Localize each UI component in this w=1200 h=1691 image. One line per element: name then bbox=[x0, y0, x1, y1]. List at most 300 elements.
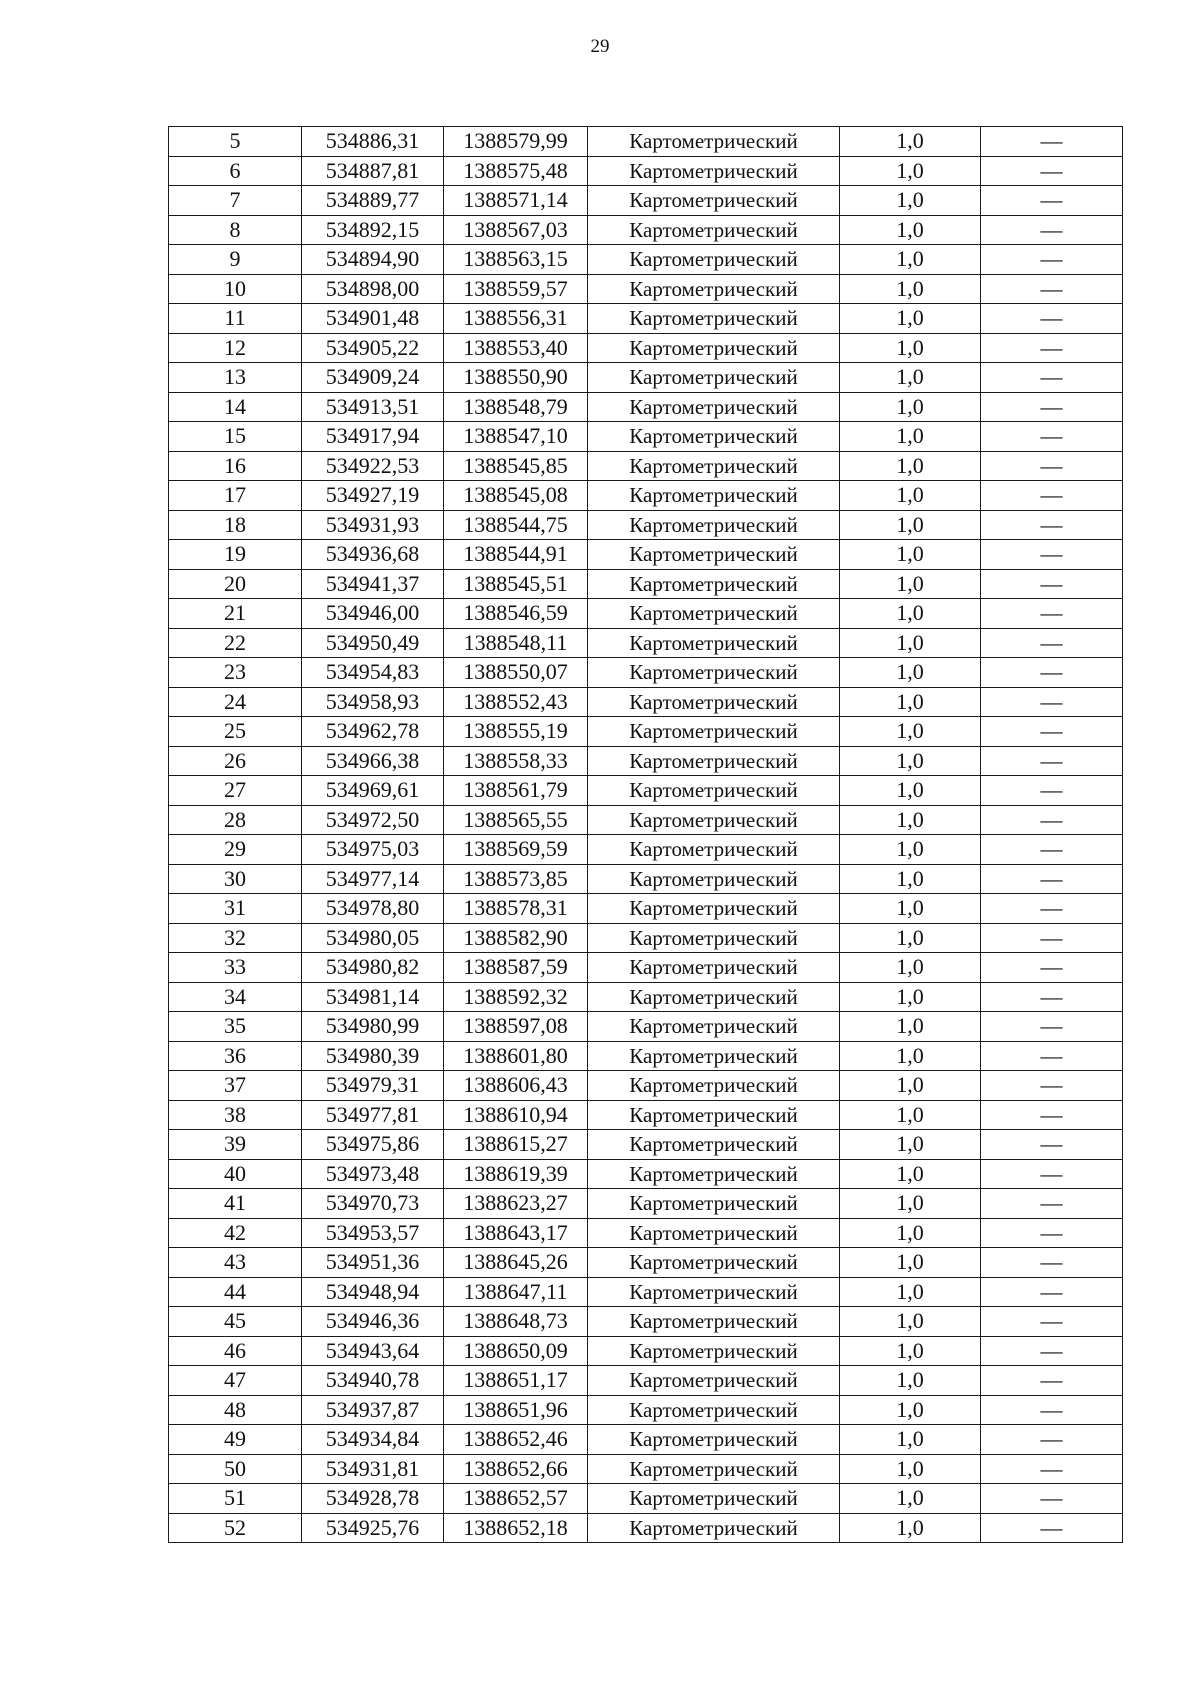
method-cell: Картометрический bbox=[588, 1218, 840, 1248]
point-number-cell: 44 bbox=[169, 1277, 302, 1307]
point-number-cell: 28 bbox=[169, 805, 302, 835]
table-row bbox=[169, 953, 1123, 983]
y-coordinate-cell: 1388652,57 bbox=[444, 1484, 588, 1514]
accuracy-cell: 1,0 bbox=[840, 392, 981, 422]
point-number-cell: 39 bbox=[169, 1130, 302, 1160]
description-cell: — bbox=[981, 569, 1123, 599]
method-cell: Картометрический bbox=[588, 451, 840, 481]
accuracy-cell: 1,0 bbox=[840, 894, 981, 924]
description-cell: — bbox=[981, 1248, 1123, 1278]
description-cell: — bbox=[981, 1071, 1123, 1101]
point-number-cell: 11 bbox=[169, 304, 302, 334]
x-coordinate-cell: 534922,53 bbox=[302, 451, 444, 481]
description-cell: — bbox=[981, 1307, 1123, 1337]
method-cell: Картометрический bbox=[588, 628, 840, 658]
point-number-cell: 23 bbox=[169, 658, 302, 688]
method-cell: Картометрический bbox=[588, 245, 840, 275]
method-cell: Картометрический bbox=[588, 894, 840, 924]
table-row bbox=[169, 333, 1123, 363]
description-cell: — bbox=[981, 392, 1123, 422]
y-coordinate-cell: 1388558,33 bbox=[444, 746, 588, 776]
table-row bbox=[169, 864, 1123, 894]
table-row bbox=[169, 540, 1123, 570]
method-cell: Картометрический bbox=[588, 1395, 840, 1425]
point-number-cell: 34 bbox=[169, 982, 302, 1012]
description-cell: — bbox=[981, 864, 1123, 894]
point-number-cell: 14 bbox=[169, 392, 302, 422]
x-coordinate-cell: 534925,76 bbox=[302, 1513, 444, 1543]
table-row bbox=[169, 1336, 1123, 1366]
y-coordinate-cell: 1388650,09 bbox=[444, 1336, 588, 1366]
y-coordinate-cell: 1388651,17 bbox=[444, 1366, 588, 1396]
accuracy-cell: 1,0 bbox=[840, 1100, 981, 1130]
point-number-cell: 12 bbox=[169, 333, 302, 363]
accuracy-cell: 1,0 bbox=[840, 658, 981, 688]
method-cell: Картометрический bbox=[588, 1130, 840, 1160]
accuracy-cell: 1,0 bbox=[840, 805, 981, 835]
method-cell: Картометрический bbox=[588, 982, 840, 1012]
method-cell: Картометрический bbox=[588, 1484, 840, 1514]
coordinates-table bbox=[168, 126, 1123, 1543]
point-number-cell: 13 bbox=[169, 363, 302, 393]
accuracy-cell: 1,0 bbox=[840, 1012, 981, 1042]
y-coordinate-cell: 1388582,90 bbox=[444, 923, 588, 953]
x-coordinate-cell: 534937,87 bbox=[302, 1395, 444, 1425]
accuracy-cell: 1,0 bbox=[840, 982, 981, 1012]
method-cell: Картометрический bbox=[588, 569, 840, 599]
method-cell: Картометрический bbox=[588, 422, 840, 452]
method-cell: Картометрический bbox=[588, 717, 840, 747]
table-row bbox=[169, 1366, 1123, 1396]
method-cell: Картометрический bbox=[588, 1366, 840, 1396]
x-coordinate-cell: 534973,48 bbox=[302, 1159, 444, 1189]
x-coordinate-cell: 534969,61 bbox=[302, 776, 444, 806]
description-cell: — bbox=[981, 186, 1123, 216]
method-cell: Картометрический bbox=[588, 687, 840, 717]
point-number-cell: 40 bbox=[169, 1159, 302, 1189]
x-coordinate-cell: 534917,94 bbox=[302, 422, 444, 452]
y-coordinate-cell: 1388571,14 bbox=[444, 186, 588, 216]
point-number-cell: 50 bbox=[169, 1454, 302, 1484]
y-coordinate-cell: 1388559,57 bbox=[444, 274, 588, 304]
description-cell: — bbox=[981, 1513, 1123, 1543]
description-cell: — bbox=[981, 510, 1123, 540]
x-coordinate-cell: 534943,64 bbox=[302, 1336, 444, 1366]
accuracy-cell: 1,0 bbox=[840, 422, 981, 452]
method-cell: Картометрический bbox=[588, 1277, 840, 1307]
x-coordinate-cell: 534966,38 bbox=[302, 746, 444, 776]
table-row bbox=[169, 717, 1123, 747]
table-row bbox=[169, 1454, 1123, 1484]
point-number-cell: 24 bbox=[169, 687, 302, 717]
point-number-cell: 8 bbox=[169, 215, 302, 245]
y-coordinate-cell: 1388550,07 bbox=[444, 658, 588, 688]
point-number-cell: 41 bbox=[169, 1189, 302, 1219]
table-row bbox=[169, 481, 1123, 511]
x-coordinate-cell: 534886,31 bbox=[302, 127, 444, 157]
method-cell: Картометрический bbox=[588, 599, 840, 629]
y-coordinate-cell: 1388573,85 bbox=[444, 864, 588, 894]
accuracy-cell: 1,0 bbox=[840, 1277, 981, 1307]
y-coordinate-cell: 1388544,91 bbox=[444, 540, 588, 570]
table-row bbox=[169, 687, 1123, 717]
y-coordinate-cell: 1388567,03 bbox=[444, 215, 588, 245]
y-coordinate-cell: 1388652,66 bbox=[444, 1454, 588, 1484]
x-coordinate-cell: 534934,84 bbox=[302, 1425, 444, 1455]
table-row bbox=[169, 1248, 1123, 1278]
accuracy-cell: 1,0 bbox=[840, 540, 981, 570]
method-cell: Картометрический bbox=[588, 481, 840, 511]
description-cell: — bbox=[981, 215, 1123, 245]
table-row bbox=[169, 1425, 1123, 1455]
y-coordinate-cell: 1388652,46 bbox=[444, 1425, 588, 1455]
point-number-cell: 20 bbox=[169, 569, 302, 599]
point-number-cell: 45 bbox=[169, 1307, 302, 1337]
x-coordinate-cell: 534941,37 bbox=[302, 569, 444, 599]
method-cell: Картометрический bbox=[588, 1248, 840, 1278]
accuracy-cell: 1,0 bbox=[840, 1307, 981, 1337]
x-coordinate-cell: 534927,19 bbox=[302, 481, 444, 511]
method-cell: Картометрический bbox=[588, 805, 840, 835]
accuracy-cell: 1,0 bbox=[840, 1159, 981, 1189]
method-cell: Картометрический bbox=[588, 363, 840, 393]
description-cell: — bbox=[981, 1012, 1123, 1042]
description-cell: — bbox=[981, 776, 1123, 806]
y-coordinate-cell: 1388645,26 bbox=[444, 1248, 588, 1278]
x-coordinate-cell: 534898,00 bbox=[302, 274, 444, 304]
table-row bbox=[169, 1307, 1123, 1337]
point-number-cell: 46 bbox=[169, 1336, 302, 1366]
method-cell: Картометрический bbox=[588, 215, 840, 245]
table-row bbox=[169, 392, 1123, 422]
accuracy-cell: 1,0 bbox=[840, 687, 981, 717]
point-number-cell: 25 bbox=[169, 717, 302, 747]
x-coordinate-cell: 534892,15 bbox=[302, 215, 444, 245]
point-number-cell: 47 bbox=[169, 1366, 302, 1396]
point-number-cell: 33 bbox=[169, 953, 302, 983]
accuracy-cell: 1,0 bbox=[840, 864, 981, 894]
table-row bbox=[169, 982, 1123, 1012]
method-cell: Картометрический bbox=[588, 392, 840, 422]
table-row bbox=[169, 245, 1123, 275]
table-row bbox=[169, 1130, 1123, 1160]
x-coordinate-cell: 534980,05 bbox=[302, 923, 444, 953]
y-coordinate-cell: 1388579,99 bbox=[444, 127, 588, 157]
y-coordinate-cell: 1388547,10 bbox=[444, 422, 588, 452]
accuracy-cell: 1,0 bbox=[840, 186, 981, 216]
point-number-cell: 16 bbox=[169, 451, 302, 481]
point-number-cell: 6 bbox=[169, 156, 302, 186]
method-cell: Картометрический bbox=[588, 333, 840, 363]
accuracy-cell: 1,0 bbox=[840, 1336, 981, 1366]
x-coordinate-cell: 534953,57 bbox=[302, 1218, 444, 1248]
table-row bbox=[169, 1012, 1123, 1042]
y-coordinate-cell: 1388569,59 bbox=[444, 835, 588, 865]
table-row bbox=[169, 923, 1123, 953]
table-row bbox=[169, 1071, 1123, 1101]
description-cell: — bbox=[981, 481, 1123, 511]
accuracy-cell: 1,0 bbox=[840, 245, 981, 275]
table-row bbox=[169, 510, 1123, 540]
description-cell: — bbox=[981, 1218, 1123, 1248]
accuracy-cell: 1,0 bbox=[840, 1218, 981, 1248]
point-number-cell: 38 bbox=[169, 1100, 302, 1130]
x-coordinate-cell: 534909,24 bbox=[302, 363, 444, 393]
table-row bbox=[169, 1100, 1123, 1130]
x-coordinate-cell: 534946,00 bbox=[302, 599, 444, 629]
description-cell: — bbox=[981, 599, 1123, 629]
accuracy-cell: 1,0 bbox=[840, 274, 981, 304]
y-coordinate-cell: 1388601,80 bbox=[444, 1041, 588, 1071]
method-cell: Картометрический bbox=[588, 1100, 840, 1130]
x-coordinate-cell: 534978,80 bbox=[302, 894, 444, 924]
table-row bbox=[169, 1395, 1123, 1425]
accuracy-cell: 1,0 bbox=[840, 717, 981, 747]
y-coordinate-cell: 1388647,11 bbox=[444, 1277, 588, 1307]
table-row bbox=[169, 1189, 1123, 1219]
description-cell: — bbox=[981, 658, 1123, 688]
y-coordinate-cell: 1388545,08 bbox=[444, 481, 588, 511]
method-cell: Картометрический bbox=[588, 1159, 840, 1189]
description-cell: — bbox=[981, 1189, 1123, 1219]
accuracy-cell: 1,0 bbox=[840, 1395, 981, 1425]
accuracy-cell: 1,0 bbox=[840, 156, 981, 186]
accuracy-cell: 1,0 bbox=[840, 481, 981, 511]
description-cell: — bbox=[981, 1041, 1123, 1071]
accuracy-cell: 1,0 bbox=[840, 363, 981, 393]
description-cell: — bbox=[981, 1395, 1123, 1425]
point-number-cell: 15 bbox=[169, 422, 302, 452]
y-coordinate-cell: 1388652,18 bbox=[444, 1513, 588, 1543]
description-cell: — bbox=[981, 1277, 1123, 1307]
description-cell: — bbox=[981, 1130, 1123, 1160]
accuracy-cell: 1,0 bbox=[840, 451, 981, 481]
description-cell: — bbox=[981, 333, 1123, 363]
description-cell: — bbox=[981, 923, 1123, 953]
point-number-cell: 17 bbox=[169, 481, 302, 511]
y-coordinate-cell: 1388587,59 bbox=[444, 953, 588, 983]
description-cell: — bbox=[981, 156, 1123, 186]
method-cell: Картометрический bbox=[588, 510, 840, 540]
x-coordinate-cell: 534948,94 bbox=[302, 1277, 444, 1307]
point-number-cell: 35 bbox=[169, 1012, 302, 1042]
accuracy-cell: 1,0 bbox=[840, 1425, 981, 1455]
x-coordinate-cell: 534950,49 bbox=[302, 628, 444, 658]
method-cell: Картометрический bbox=[588, 1071, 840, 1101]
method-cell: Картометрический bbox=[588, 864, 840, 894]
y-coordinate-cell: 1388578,31 bbox=[444, 894, 588, 924]
accuracy-cell: 1,0 bbox=[840, 127, 981, 157]
table-row bbox=[169, 1218, 1123, 1248]
accuracy-cell: 1,0 bbox=[840, 333, 981, 363]
method-cell: Картометрический bbox=[588, 776, 840, 806]
x-coordinate-cell: 534970,73 bbox=[302, 1189, 444, 1219]
method-cell: Картометрический bbox=[588, 540, 840, 570]
y-coordinate-cell: 1388546,59 bbox=[444, 599, 588, 629]
x-coordinate-cell: 534887,81 bbox=[302, 156, 444, 186]
y-coordinate-cell: 1388550,90 bbox=[444, 363, 588, 393]
accuracy-cell: 1,0 bbox=[840, 1189, 981, 1219]
method-cell: Картометрический bbox=[588, 1307, 840, 1337]
accuracy-cell: 1,0 bbox=[840, 776, 981, 806]
x-coordinate-cell: 534972,50 bbox=[302, 805, 444, 835]
y-coordinate-cell: 1388648,73 bbox=[444, 1307, 588, 1337]
table-row bbox=[169, 1159, 1123, 1189]
description-cell: — bbox=[981, 894, 1123, 924]
method-cell: Картометрический bbox=[588, 1336, 840, 1366]
table-row bbox=[169, 658, 1123, 688]
method-cell: Картометрический bbox=[588, 274, 840, 304]
y-coordinate-cell: 1388592,32 bbox=[444, 982, 588, 1012]
method-cell: Картометрический bbox=[588, 1041, 840, 1071]
description-cell: — bbox=[981, 953, 1123, 983]
x-coordinate-cell: 534980,39 bbox=[302, 1041, 444, 1071]
accuracy-cell: 1,0 bbox=[840, 599, 981, 629]
description-cell: — bbox=[981, 717, 1123, 747]
x-coordinate-cell: 534931,93 bbox=[302, 510, 444, 540]
description-cell: — bbox=[981, 805, 1123, 835]
x-coordinate-cell: 534954,83 bbox=[302, 658, 444, 688]
description-cell: — bbox=[981, 422, 1123, 452]
y-coordinate-cell: 1388643,17 bbox=[444, 1218, 588, 1248]
point-number-cell: 31 bbox=[169, 894, 302, 924]
y-coordinate-cell: 1388556,31 bbox=[444, 304, 588, 334]
table-row bbox=[169, 805, 1123, 835]
table-row bbox=[169, 1513, 1123, 1543]
table-row bbox=[169, 304, 1123, 334]
description-cell: — bbox=[981, 1425, 1123, 1455]
accuracy-cell: 1,0 bbox=[840, 1484, 981, 1514]
x-coordinate-cell: 534889,77 bbox=[302, 186, 444, 216]
accuracy-cell: 1,0 bbox=[840, 1041, 981, 1071]
x-coordinate-cell: 534936,68 bbox=[302, 540, 444, 570]
y-coordinate-cell: 1388545,51 bbox=[444, 569, 588, 599]
table-row bbox=[169, 451, 1123, 481]
point-number-cell: 43 bbox=[169, 1248, 302, 1278]
description-cell: — bbox=[981, 127, 1123, 157]
accuracy-cell: 1,0 bbox=[840, 1366, 981, 1396]
method-cell: Картометрический bbox=[588, 156, 840, 186]
description-cell: — bbox=[981, 1484, 1123, 1514]
y-coordinate-cell: 1388553,40 bbox=[444, 333, 588, 363]
y-coordinate-cell: 1388615,27 bbox=[444, 1130, 588, 1160]
method-cell: Картометрический bbox=[588, 1454, 840, 1484]
method-cell: Картометрический bbox=[588, 1425, 840, 1455]
method-cell: Картометрический bbox=[588, 835, 840, 865]
accuracy-cell: 1,0 bbox=[840, 1248, 981, 1278]
y-coordinate-cell: 1388545,85 bbox=[444, 451, 588, 481]
table-row bbox=[169, 894, 1123, 924]
point-number-cell: 10 bbox=[169, 274, 302, 304]
table-row bbox=[169, 156, 1123, 186]
accuracy-cell: 1,0 bbox=[840, 1130, 981, 1160]
table-row bbox=[169, 274, 1123, 304]
point-number-cell: 49 bbox=[169, 1425, 302, 1455]
table-row bbox=[169, 1484, 1123, 1514]
point-number-cell: 42 bbox=[169, 1218, 302, 1248]
accuracy-cell: 1,0 bbox=[840, 628, 981, 658]
x-coordinate-cell: 534931,81 bbox=[302, 1454, 444, 1484]
y-coordinate-cell: 1388544,75 bbox=[444, 510, 588, 540]
table-row bbox=[169, 776, 1123, 806]
point-number-cell: 37 bbox=[169, 1071, 302, 1101]
description-cell: — bbox=[981, 1159, 1123, 1189]
y-coordinate-cell: 1388619,39 bbox=[444, 1159, 588, 1189]
x-coordinate-cell: 534928,78 bbox=[302, 1484, 444, 1514]
description-cell: — bbox=[981, 1454, 1123, 1484]
method-cell: Картометрический bbox=[588, 186, 840, 216]
method-cell: Картометрический bbox=[588, 304, 840, 334]
point-number-cell: 51 bbox=[169, 1484, 302, 1514]
y-coordinate-cell: 1388552,43 bbox=[444, 687, 588, 717]
description-cell: — bbox=[981, 628, 1123, 658]
point-number-cell: 9 bbox=[169, 245, 302, 275]
y-coordinate-cell: 1388548,11 bbox=[444, 628, 588, 658]
point-number-cell: 22 bbox=[169, 628, 302, 658]
accuracy-cell: 1,0 bbox=[840, 510, 981, 540]
x-coordinate-cell: 534979,31 bbox=[302, 1071, 444, 1101]
description-cell: — bbox=[981, 1100, 1123, 1130]
point-number-cell: 5 bbox=[169, 127, 302, 157]
x-coordinate-cell: 534905,22 bbox=[302, 333, 444, 363]
table-row bbox=[169, 599, 1123, 629]
y-coordinate-cell: 1388565,55 bbox=[444, 805, 588, 835]
x-coordinate-cell: 534981,14 bbox=[302, 982, 444, 1012]
point-number-cell: 32 bbox=[169, 923, 302, 953]
method-cell: Картометрический bbox=[588, 1012, 840, 1042]
point-number-cell: 19 bbox=[169, 540, 302, 570]
method-cell: Картометрический bbox=[588, 127, 840, 157]
accuracy-cell: 1,0 bbox=[840, 923, 981, 953]
method-cell: Картометрический bbox=[588, 1513, 840, 1543]
accuracy-cell: 1,0 bbox=[840, 1071, 981, 1101]
table-row bbox=[169, 835, 1123, 865]
x-coordinate-cell: 534975,03 bbox=[302, 835, 444, 865]
y-coordinate-cell: 1388575,48 bbox=[444, 156, 588, 186]
x-coordinate-cell: 534980,82 bbox=[302, 953, 444, 983]
point-number-cell: 36 bbox=[169, 1041, 302, 1071]
x-coordinate-cell: 534894,90 bbox=[302, 245, 444, 275]
coordinates-table-body bbox=[169, 127, 1123, 1543]
description-cell: — bbox=[981, 304, 1123, 334]
accuracy-cell: 1,0 bbox=[840, 1454, 981, 1484]
point-number-cell: 7 bbox=[169, 186, 302, 216]
accuracy-cell: 1,0 bbox=[840, 746, 981, 776]
accuracy-cell: 1,0 bbox=[840, 1513, 981, 1543]
page-number: 29 bbox=[590, 36, 610, 57]
accuracy-cell: 1,0 bbox=[840, 569, 981, 599]
description-cell: — bbox=[981, 687, 1123, 717]
x-coordinate-cell: 534962,78 bbox=[302, 717, 444, 747]
x-coordinate-cell: 534958,93 bbox=[302, 687, 444, 717]
y-coordinate-cell: 1388555,19 bbox=[444, 717, 588, 747]
description-cell: — bbox=[981, 1336, 1123, 1366]
table-row bbox=[169, 422, 1123, 452]
y-coordinate-cell: 1388548,79 bbox=[444, 392, 588, 422]
method-cell: Картометрический bbox=[588, 1189, 840, 1219]
method-cell: Картометрический bbox=[588, 923, 840, 953]
table-row bbox=[169, 215, 1123, 245]
accuracy-cell: 1,0 bbox=[840, 215, 981, 245]
table-row bbox=[169, 127, 1123, 157]
x-coordinate-cell: 534940,78 bbox=[302, 1366, 444, 1396]
table-row bbox=[169, 746, 1123, 776]
x-coordinate-cell: 534913,51 bbox=[302, 392, 444, 422]
y-coordinate-cell: 1388561,79 bbox=[444, 776, 588, 806]
table-row bbox=[169, 186, 1123, 216]
point-number-cell: 52 bbox=[169, 1513, 302, 1543]
x-coordinate-cell: 534977,14 bbox=[302, 864, 444, 894]
